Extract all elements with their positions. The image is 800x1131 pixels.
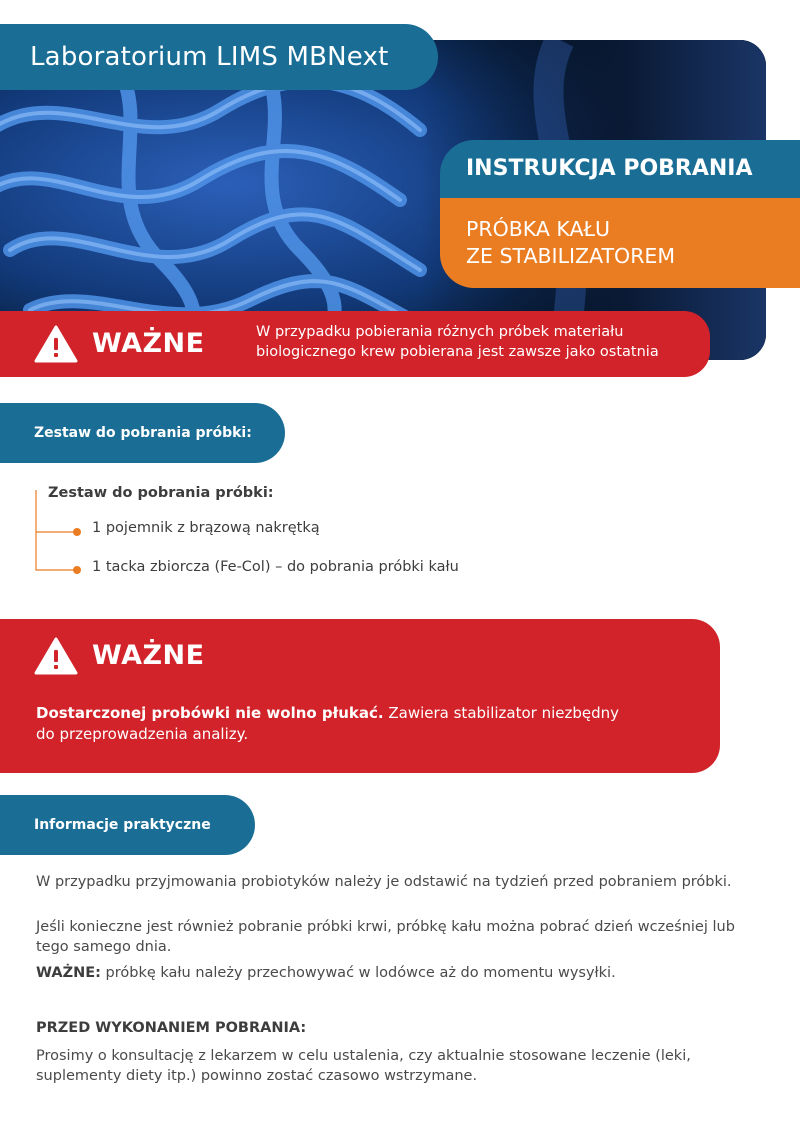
warning-title: WAŻNE bbox=[92, 328, 205, 359]
warning-triangle-icon bbox=[34, 637, 78, 675]
kit-item-container: 1 pojemnik z brązową nakrętką bbox=[92, 520, 320, 536]
warning-text-line-1: W przypadku pobierania różnych próbek materiału bbox=[256, 324, 624, 340]
warning-text-line-2: do przeprowadzenia analizy. bbox=[36, 725, 249, 743]
info-storage-text: próbkę kału należy przechowywać w lodówce aż do momentu wysyłki. bbox=[100, 965, 616, 981]
kit-item-tray: 1 tacka zbiorcza (Fe-Col) – do pobrania próbki kału bbox=[92, 559, 459, 575]
kit-list-connector bbox=[34, 490, 94, 580]
warning-text bbox=[256, 322, 706, 362]
info-section-header: Informacje praktyczne bbox=[0, 795, 255, 855]
warning-text-line-2: biologicznego krew pobierana jest zawsze jako ostatnia bbox=[256, 344, 659, 360]
before-collection-header: PRZED WYKONANIEM POBRANIA: bbox=[36, 1020, 307, 1036]
info-blood-sample: Jeśli konieczne jest również pobranie próbki krwi, próbkę kału można pobrać dzień wcześniej lub tego samego dnia. bbox=[36, 919, 735, 955]
kit-section-header: Zestaw do pobrania próbki: bbox=[0, 403, 285, 463]
instruction-title: INSTRUKCJA POBRANIA bbox=[440, 140, 800, 198]
warning-bold-text: Dostarczonej probówki nie wolno płukać. bbox=[36, 704, 384, 722]
warning-text-rest: Zawiera stabilizator niezbędny bbox=[383, 704, 620, 722]
warning-text bbox=[36, 703, 676, 745]
before-collection-text: Prosimy o konsultację z lekarzem w celu ustalenia, czy aktualnie stosowane leczenie (leki, suplementy diety itp.) powinno zostać czasowo wstrzymane. bbox=[36, 1048, 691, 1084]
lab-title: Laboratorium LIMS MBNext bbox=[0, 24, 438, 90]
warning-banner-blood-order bbox=[0, 311, 710, 377]
info-probiotics: W przypadku przyjmowania probiotyków należy je odstawić na tydzień przed pobraniem próbki. bbox=[36, 874, 732, 890]
warning-title: WAŻNE bbox=[92, 640, 205, 671]
warning-text-line-1 bbox=[36, 703, 676, 724]
sample-type-title bbox=[440, 198, 800, 288]
info-storage bbox=[36, 963, 736, 983]
warning-triangle-icon bbox=[34, 325, 78, 363]
sample-title-line-2: ZE STABILIZATOREM bbox=[466, 244, 676, 268]
sample-title-line-1: PRÓBKA KAŁU bbox=[466, 217, 611, 241]
kit-subheader: Zestaw do pobrania próbki: bbox=[48, 485, 274, 501]
info-important-label: WAŻNE: bbox=[36, 965, 101, 981]
warning-banner-no-rinse bbox=[0, 619, 720, 773]
